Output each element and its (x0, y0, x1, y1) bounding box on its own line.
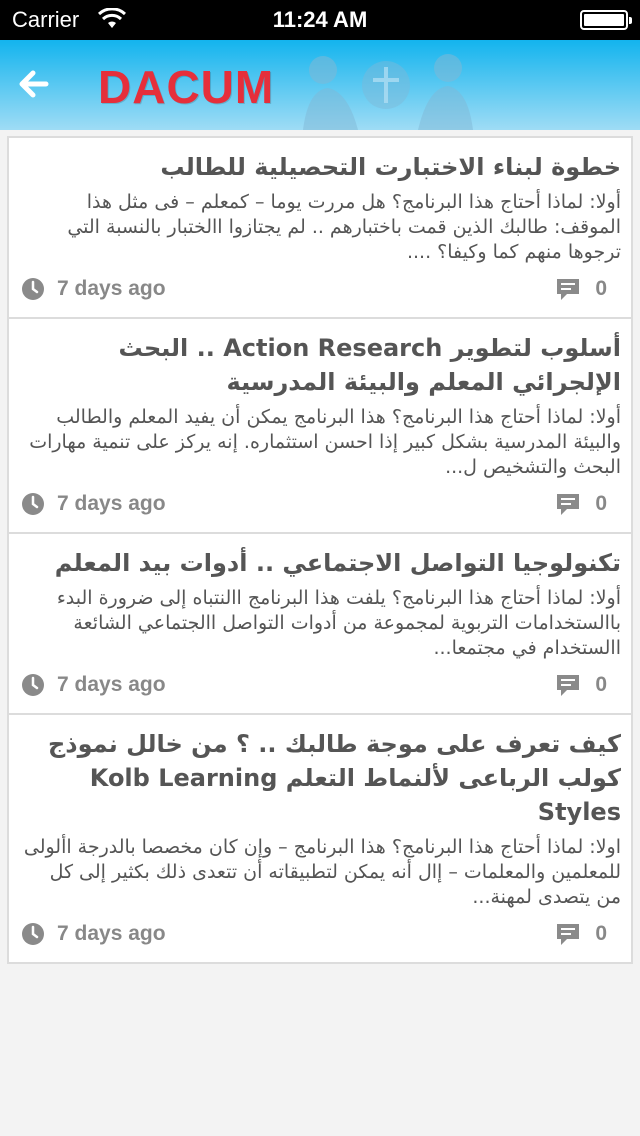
published-time (21, 922, 166, 946)
clock-icon (21, 922, 45, 946)
app-header (0, 40, 640, 130)
comment-icon (555, 492, 581, 516)
article-card[interactable] (7, 534, 633, 715)
article-meta (19, 669, 621, 703)
comment-count: 0 (595, 673, 607, 696)
logo (98, 60, 478, 114)
status-bar (0, 0, 640, 40)
published-time (21, 277, 166, 301)
article-meta (19, 488, 621, 522)
article-excerpt: أولا: لماذا أحتاج هذا البرنامج؟ هذا البرنامج يمكن أن يفيد المعلم والطالب والبيئة المدرسية بشكل كبير إذا احسن استثماره. إنه يركز على تنمية مهارات البحث والتشخيص ل... (29, 406, 621, 478)
clock: 11:24 AM (272, 7, 368, 32)
article-title[interactable]: خطوة لبناء الاختبارت التحصيلية للطالب (160, 153, 621, 181)
published-time (21, 492, 166, 516)
people-puzzle-graphic (288, 40, 478, 130)
article-card[interactable] (7, 715, 633, 964)
comment-count: 0 (595, 922, 607, 945)
comments-link[interactable] (555, 922, 607, 946)
comment-icon (555, 673, 581, 697)
battery-icon (580, 10, 628, 30)
article-meta (19, 273, 621, 307)
published-time (21, 673, 166, 697)
back-button[interactable] (14, 64, 54, 104)
clock-icon (21, 673, 45, 697)
article-card[interactable] (7, 136, 633, 319)
article-excerpt: أولا: لماذا أحتاج هذا البرنامج؟ يلفت هذا البرنامج االنتباه إلى ضرورة البدء باالستخدامات التربوية لمجموعة من أدوات التواصل االجتماعي الشائعة االستخدام في مجتمعا... (56, 587, 621, 659)
carrier-label: Carrier (12, 7, 80, 32)
clock-icon (21, 277, 45, 301)
comments-link[interactable] (555, 673, 607, 697)
time-label: 7 days ago (57, 277, 166, 300)
logo-text: DACUM (98, 61, 275, 113)
comments-link[interactable] (555, 492, 607, 516)
arrow-left-icon (19, 70, 49, 98)
article-title[interactable]: تكنولوجيا التواصل الاجتماعي .. أدوات بيد المعلم (54, 549, 621, 577)
time-label: 7 days ago (57, 922, 166, 945)
article-excerpt: أولا: لماذا أحتاج هذا البرنامج؟ هل مررت يوما – كمعلم – فى مثل هذا الموقف: طالبك الذين قمت باختبارهم .. لم يجتازوا االختبار بالنسبة التي ترجوها منهم كما وكيفا؟ .... (67, 191, 621, 263)
article-card[interactable] (7, 319, 633, 534)
article-title[interactable]: أسلوب لتطوير Action Research .. البحث الإلجرائي المعلم والبيئة المدرسية (118, 334, 621, 396)
comment-count: 0 (595, 277, 607, 300)
comment-icon (555, 277, 581, 301)
comments-link[interactable] (555, 277, 607, 301)
comment-icon (555, 922, 581, 946)
article-list (7, 136, 633, 964)
time-label: 7 days ago (57, 492, 166, 515)
time-label: 7 days ago (57, 673, 166, 696)
clock-icon (21, 492, 45, 516)
article-title[interactable]: كيف تعرف على موجة طالبك .. ؟ من خالل نموذج كولب الرباعى لألنماط التعلم Kolb Learning Styles (47, 730, 621, 826)
article-excerpt: اولا: لماذا أحتاج هذا البرنامج؟ هذا البرنامج – وإن كان مخصصا بالدرجة األولى للمعلمين والمعلمات – إال أنه يمكن لتطبيقاته أن تتعدى ذلك بكثير إلى كل من يتصدى لمهنة... (23, 836, 621, 908)
comment-count: 0 (595, 492, 607, 515)
article-meta (19, 918, 621, 952)
